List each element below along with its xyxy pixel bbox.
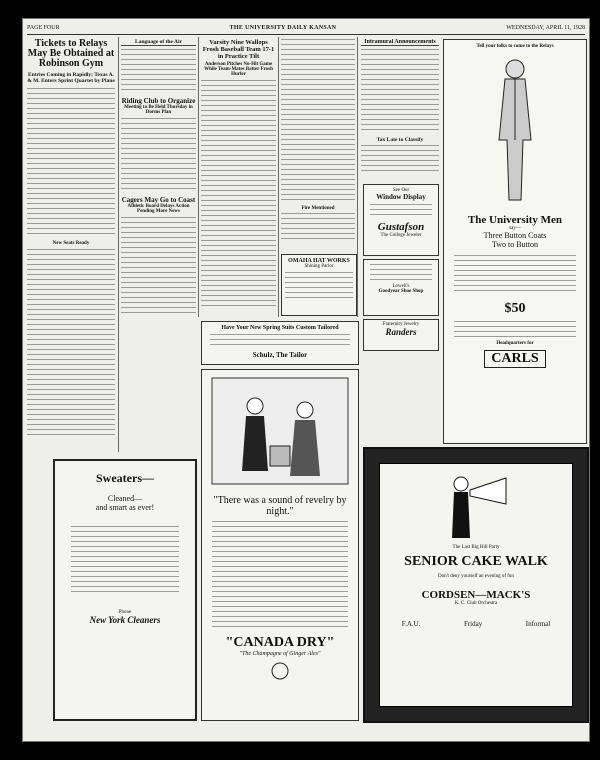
paper-title: THE UNIVERSITY DAILY KANSAN	[229, 25, 337, 31]
cordsen-mack: CORDSEN—MACK'S	[421, 589, 531, 601]
cagers-headline: Cagers May Go to Coast	[121, 196, 196, 204]
omaha-title: OMAHA HAT WORKS	[288, 258, 350, 264]
spring-suits-line: Have Your New Spring Suits Custom Tailored	[221, 325, 339, 331]
lowell-name: Lowell's	[392, 284, 410, 289]
language-body	[121, 49, 196, 94]
cake-walk-ad	[363, 447, 589, 723]
riding-subhead: Meeting to Be Held Thursday in Dorms Plan	[124, 105, 193, 115]
price: $50	[504, 301, 526, 316]
university-men-body-2	[454, 321, 576, 337]
firemen-headline: Fire Mentioned	[301, 206, 335, 211]
language-headline: Language of the Air	[121, 39, 196, 46]
omaha-hat-ad	[281, 254, 357, 316]
riding-headline: Riding Club to Organize	[121, 97, 196, 105]
column-five	[361, 39, 439, 179]
firemen-body	[281, 213, 355, 243]
university-men-title: The University Men	[467, 214, 563, 226]
two-to-button: Two to Button	[491, 240, 539, 249]
relays-headline: Tickets to Relays May Be Obtained at Robinson Gym	[27, 39, 115, 69]
say-text: say—	[509, 226, 521, 231]
canada-dry-tag: "The Champagne of Ginger Ales"	[239, 651, 321, 657]
sweaters-body	[71, 526, 179, 596]
relays-tagline: Tell your folks to come to the Relays	[476, 44, 554, 49]
paper-date: WEDNESDAY, APRIL 11, 1928	[506, 25, 585, 31]
relays-body-text	[27, 88, 115, 238]
fraternity-jewelry-ad	[363, 319, 439, 351]
informal-label: Informal	[525, 620, 551, 628]
cake-walk-title: SENIOR CAKE WALK	[404, 554, 548, 569]
relays-article	[27, 39, 115, 449]
column-two	[121, 39, 196, 317]
intramural-body	[361, 49, 439, 134]
lowell-shop: Goodyear Shoe Shop	[378, 289, 424, 294]
lowell-body	[370, 264, 432, 282]
cake-walk-footer	[380, 620, 572, 628]
gustafson-tag: The College Jeweler	[380, 233, 422, 238]
canada-dry-brand: "CANADA DRY"	[225, 635, 335, 650]
headquarters-text: Headquarters for	[496, 341, 534, 346]
university-men-body	[454, 255, 576, 295]
cake-walk-sub: Don't deny yourself an evening of fun	[438, 574, 514, 579]
window-body	[370, 204, 432, 218]
frosh-body	[201, 80, 276, 310]
newspaper-page	[22, 18, 590, 742]
page-number: PAGE FOUR	[27, 25, 60, 31]
column-four-body	[281, 39, 355, 204]
schulz-name: Schulz, The Tailor	[252, 351, 308, 359]
relays-subhead: Entries Coming in Rapidly; Texas A. & M. Enters Sprint Quartet by Plane	[27, 72, 115, 84]
three-button: Three Button Coats	[483, 231, 547, 240]
party-illustration	[210, 376, 350, 486]
tax-late-head: Tax Late to Classify	[376, 137, 424, 143]
sweaters-cleaned: Cleaned—	[107, 494, 143, 503]
masthead	[27, 22, 585, 35]
canada-dry-ad	[201, 369, 359, 721]
cleaners-brand: New York Cleaners	[89, 615, 161, 625]
cagers-body	[121, 217, 196, 317]
window-line2: Window Display	[376, 193, 426, 201]
cake-walk-inner	[379, 463, 573, 707]
schulz-body	[210, 334, 350, 348]
canada-dry-quote: "There was a sound of revelry by night."	[213, 495, 347, 517]
window-display-ad	[363, 184, 439, 256]
riding-body	[121, 118, 196, 193]
canada-dry-body	[212, 521, 348, 631]
sweaters-title: Sweaters—	[96, 471, 154, 485]
lowell-shoe-ad	[363, 259, 439, 316]
phone-label: Phone	[118, 610, 132, 615]
carls-logo: CARLS	[484, 350, 545, 368]
frosh-subhead: Anderson Pitches No-Hit Game While Team-Mates Batter Frosh Hurler	[204, 62, 273, 77]
randers-brand: Randers	[385, 327, 417, 337]
hill-party-line: The Last Big Hill Party	[452, 545, 500, 550]
gustafson-brand: Gustafson	[377, 221, 425, 233]
fraternity-line: Fraternity Jewelry	[382, 322, 420, 327]
frosh-article	[201, 39, 276, 317]
window-line1: See Our	[392, 188, 410, 193]
friday-label: Friday	[463, 620, 483, 628]
classified-body	[361, 145, 439, 173]
fau-label: F.A.U.	[401, 620, 421, 628]
intramural-headline: Intramural Announcements	[361, 39, 439, 46]
man-illustration	[485, 55, 545, 205]
sweaters-smart: and smart as ever!	[95, 503, 155, 512]
crown-seal-icon	[270, 661, 290, 681]
sweaters-ad	[53, 459, 197, 721]
schulz-tailor-ad	[201, 321, 359, 365]
omaha-sub: Shining Parlor	[304, 264, 334, 269]
omaha-body	[285, 272, 353, 300]
relays-subhead-seats: New Seats Ready	[52, 241, 90, 246]
orchestra: K. C. Club Orchestra	[454, 601, 498, 606]
megaphone-illustration	[436, 470, 516, 540]
cagers-subhead: Athletic Board Delays Action Pending More News	[127, 204, 190, 214]
frosh-headline: Varsity Nine Wallops Frosh Baseball Team 17-1 in Practice Tilt	[202, 39, 275, 60]
relays-body-text-2	[27, 249, 115, 439]
university-men-ad	[443, 39, 587, 444]
